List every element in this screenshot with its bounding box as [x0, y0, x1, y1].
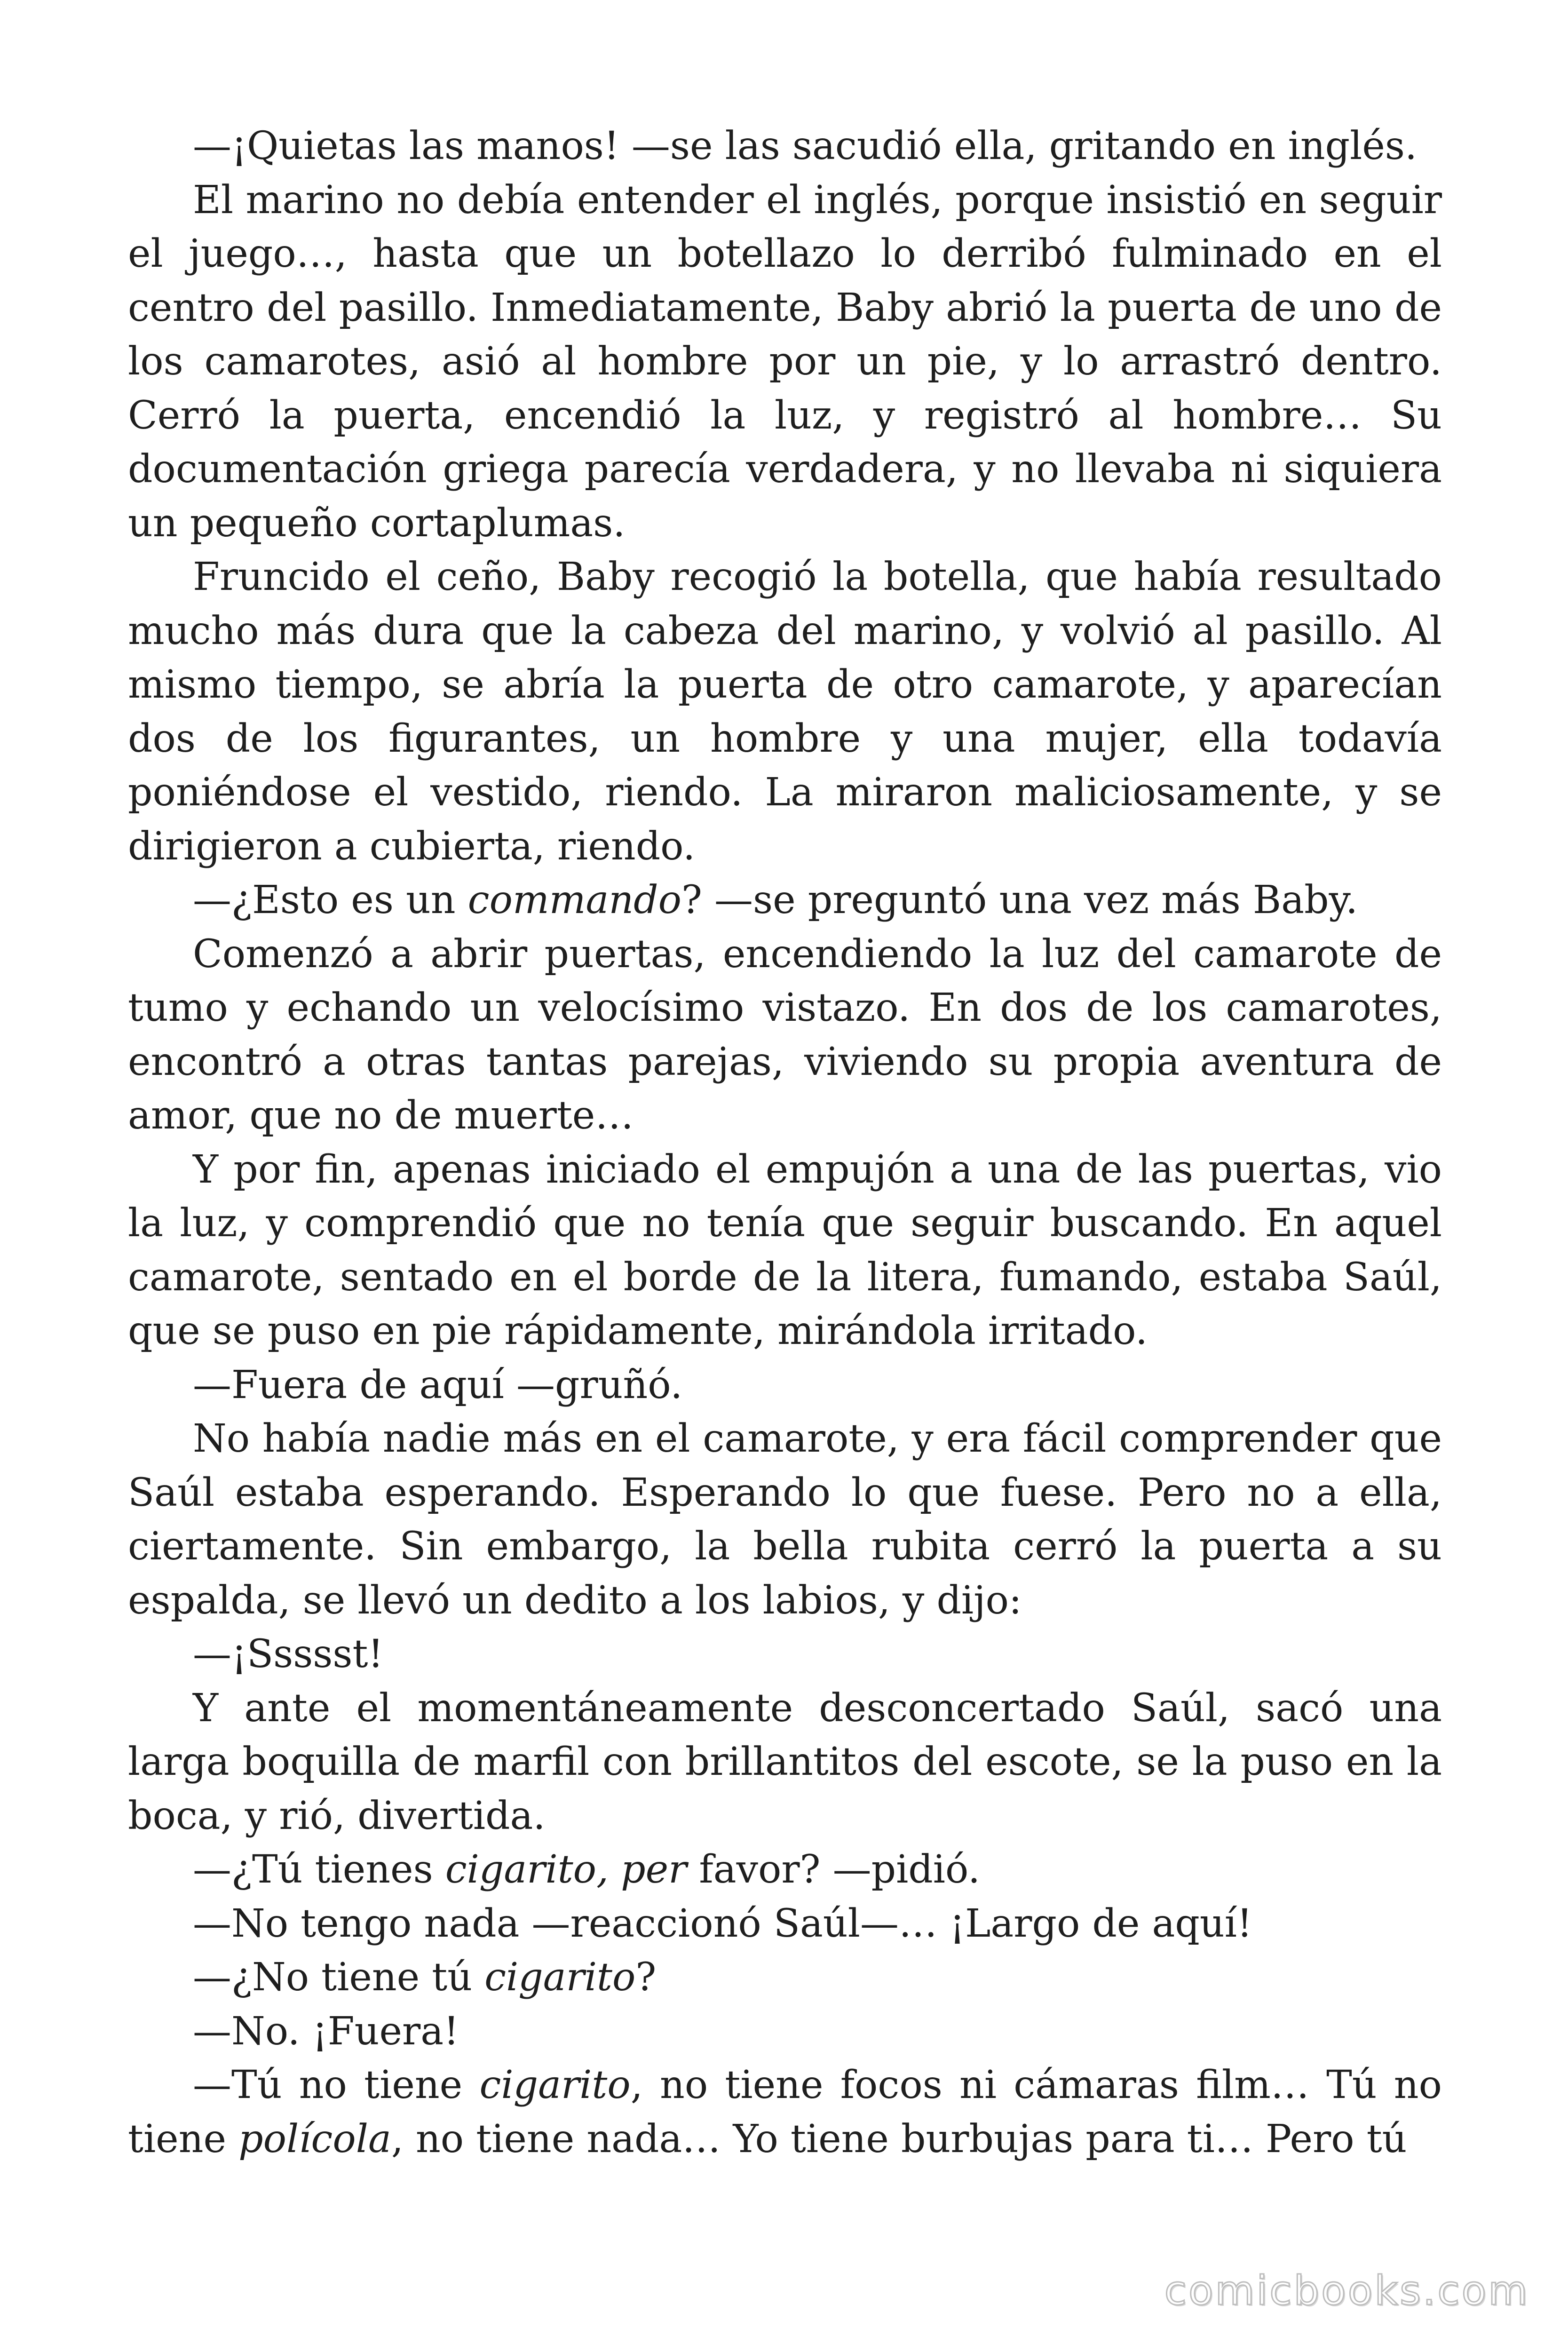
paragraph	[128, 874, 1442, 928]
text-run: ?	[635, 1955, 657, 2000]
paragraph	[128, 1682, 1442, 1843]
text-run: Fruncido el ceño, Baby recogió la botella, que había resultado mucho más dura que la cabeza del marino, y volvió al pasillo. Al mismo tiempo, se abría la puerta de otro camarote, y aparecían dos de los figurantes, un hombre y una mujer, ella todavía poniéndose el vestido, riendo. La miraron maliciosamente, y se dirigieron a cubierta, riendo.	[128, 555, 1442, 869]
text-run: —¿Esto es un	[193, 878, 468, 922]
paragraph	[128, 2005, 1442, 2059]
text-run: Y por fin, apenas iniciado el empujón a una de las puertas, vio la luz, y comprendió que no tenía que seguir buscando. En aquel camarote, sentado en el borde de la litera, fumando, estaba Saúl, que se puso en pie rápidamente, mirándola irritado.	[128, 1147, 1442, 1353]
text-run: favor? —pidió.	[687, 1847, 981, 1892]
paragraph	[128, 1897, 1442, 1951]
italic-text: cigarito	[479, 2063, 631, 2107]
text-run: Comenzó a abrir puertas, encendiendo la luz del camarote de tumo y echando un velocísimo vistazo. En dos de los camarotes, encontró a otras tantas parejas, viviendo su propia aventura de amor, que no de muerte…	[128, 931, 1442, 1138]
text-run: El marino no debía entender el inglés, porque insistió en seguir el juego…, hasta que un botellazo lo derribó fulminado en el centro del pasillo. Inmediatamente, Baby abrió la puerta de uno de los camarotes, asió al hombre por un pie, y lo arrastró dentro. Cerró la puerta, encendió la luz, y registró al hombre… Su documentación griega parecía verdadera, y no llevaba ni siquiera un pequeño cortaplumas.	[128, 177, 1442, 546]
text-run: —Fuera de aquí —gruñó.	[193, 1362, 683, 1407]
text-run: —¿No tiene tú	[193, 1955, 485, 2000]
text-run: —No tengo nada —reaccionó Saúl—… ¡Largo de aquí!	[193, 1901, 1252, 1946]
paragraph	[128, 2058, 1442, 2166]
paragraph	[128, 1143, 1442, 1359]
text-run: —¿Tú tienes	[193, 1847, 445, 1892]
text-run: —¡Quietas las manos! —se las sacudió ella, gritando en inglés.	[193, 124, 1418, 168]
text-run: No había nadie más en el camarote, y era fácil comprender que Saúl estaba esperando. Esperando lo que fuese. Pero no a ella, ciertamente. Sin embargo, la bella rubita cerró la puerta a su espalda, se llevó un dedito a los labios, y dijo:	[128, 1416, 1442, 1623]
italic-text: polícola	[238, 2116, 391, 2161]
paragraph	[128, 928, 1442, 1143]
italic-text: cigarito	[484, 1955, 636, 2000]
paragraph	[128, 1628, 1442, 1682]
text-run: , no tiene nada… Yo tiene burbujas para ti… Pero tú	[391, 2116, 1407, 2161]
paragraph	[128, 119, 1442, 174]
text-run: , no tiene focos ni cámaras film… Tú no tiene	[128, 2063, 1442, 2161]
paragraph	[128, 1951, 1442, 2005]
text-run: ? —se preguntó una vez más Baby.	[681, 878, 1358, 922]
text-run: Y ante el momentáneamente desconcertado Saúl, sacó una larga boquilla de marfil con brillantitos del escote, se la puso en la boca, y rió, divertida.	[128, 1685, 1442, 1838]
paragraph	[128, 550, 1442, 874]
paragraph	[128, 1359, 1442, 1413]
watermark: comicbooks.com	[1164, 2267, 1529, 2314]
body-text	[128, 119, 1442, 2166]
paragraph	[128, 1412, 1442, 1628]
text-run: —¡Ssssst!	[193, 1632, 384, 1677]
paragraph	[128, 1843, 1442, 1897]
italic-text: cigarito, per	[445, 1847, 687, 1892]
text-run: —No. ¡Fuera!	[193, 2009, 459, 2054]
text-run: —Tú no tiene	[193, 2063, 480, 2107]
paragraph	[128, 174, 1442, 551]
italic-text: commando	[467, 878, 682, 922]
